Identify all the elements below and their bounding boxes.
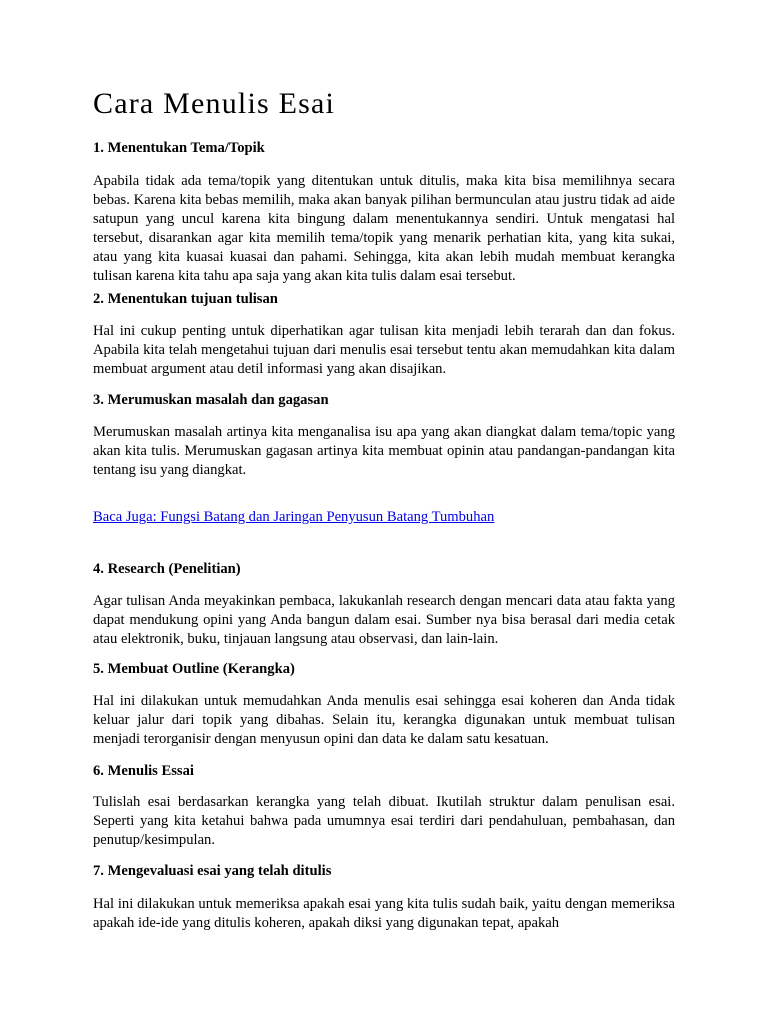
section-body-5: Hal ini dilakukan untuk memudahkan Anda menulis esai sehingga esai koheren dan Anda tidak keluar jalur dari topik yang dibahas. Selain itu, kerangka digunakan untuk membuat tulisan menjadi terorganisir dengan menyusun opini dan data ke dalam satu kesatuan. — [93, 693, 675, 747]
section-heading-1: 1. Menentukan Tema/Topik — [93, 140, 265, 156]
section-heading-7: 7. Mengevaluasi esai yang telah ditulis — [93, 863, 332, 879]
section-body-4: Agar tulisan Anda meyakinkan pembaca, lakukanlah research dengan mencari data atau fakta yang dapat mendukung opini yang Anda bangun dalam esai. Sumber nya bisa berasal dari media cetak atau elektronik, buku, tinjauan langsung atau observasi, dan lain-lain. — [93, 593, 675, 647]
section-body-6: Tulislah esai berdasarkan kerangka yang telah dibuat. Ikutilah struktur dalam penulisan esai. Seperti yang kita ketahui bahwa pada umumnya esai terdiri dari pendahuluan, pembahasan, dan penutup/kesimpulan. — [93, 794, 675, 848]
section-body-7: Hal ini dilakukan untuk memeriksa apakah esai yang kita tulis sudah baik, yaitu dengan memeriksa apakah ide-ide yang ditulis koheren, apakah diksi yang digunakan tepat, apakah — [93, 896, 675, 931]
section-heading-3: 3. Merumuskan masalah dan gagasan — [93, 392, 329, 408]
document-title: Cara Menulis Esai — [93, 87, 336, 120]
section-body-1: Apabila tidak ada tema/topik yang ditentukan untuk ditulis, maka kita bisa memilihnya secara bebas. Karena kita bebas memilih, maka akan banyak pilihan bermunculan atau justru tidak ad aide satupun yang uncul karena kita bingung dalam menentukannya sendiri. Untuk mengatasi hal tersebut, disarankan agar kita memilih tema/topik yang menarik perhatian kita, yang kita sukai, atau yang kita kuasai kuasai dan pahami. Sehingga, kita akan lebih mudah membuat kerangka tulisan karena kita tahu apa saja yang akan kita tulis dalam esai tersebut. — [93, 173, 675, 284]
section-heading-2: 2. Menentukan tujuan tulisan — [93, 291, 278, 307]
section-heading-5: 5. Membuat Outline (Kerangka) — [93, 661, 295, 677]
section-heading-4: 4. Research (Penelitian) — [93, 561, 241, 577]
section-heading-6: 6. Menulis Essai — [93, 763, 194, 779]
section-body-2: Hal ini cukup penting untuk diperhatikan agar tulisan kita menjadi lebih terarah dan dan fokus. Apabila kita telah mengetahui tujuan dari menulis esai tersebut tentu akan memudahkan kita dalam membuat argument atau detil informasi yang akan disajikan. — [93, 323, 675, 377]
section-body-3: Merumuskan masalah artinya kita menganalisa isu apa yang akan diangkat dalam tema/topic yang akan kita tulis. Merumuskan gagasan artinya kita membuat opinin atau pandangan-pandangan kita tentang isu yang diangkat. — [93, 424, 675, 478]
related-article-link[interactable]: Baca Juga: Fungsi Batang dan Jaringan Penyusun Batang Tumbuhan — [93, 509, 495, 525]
